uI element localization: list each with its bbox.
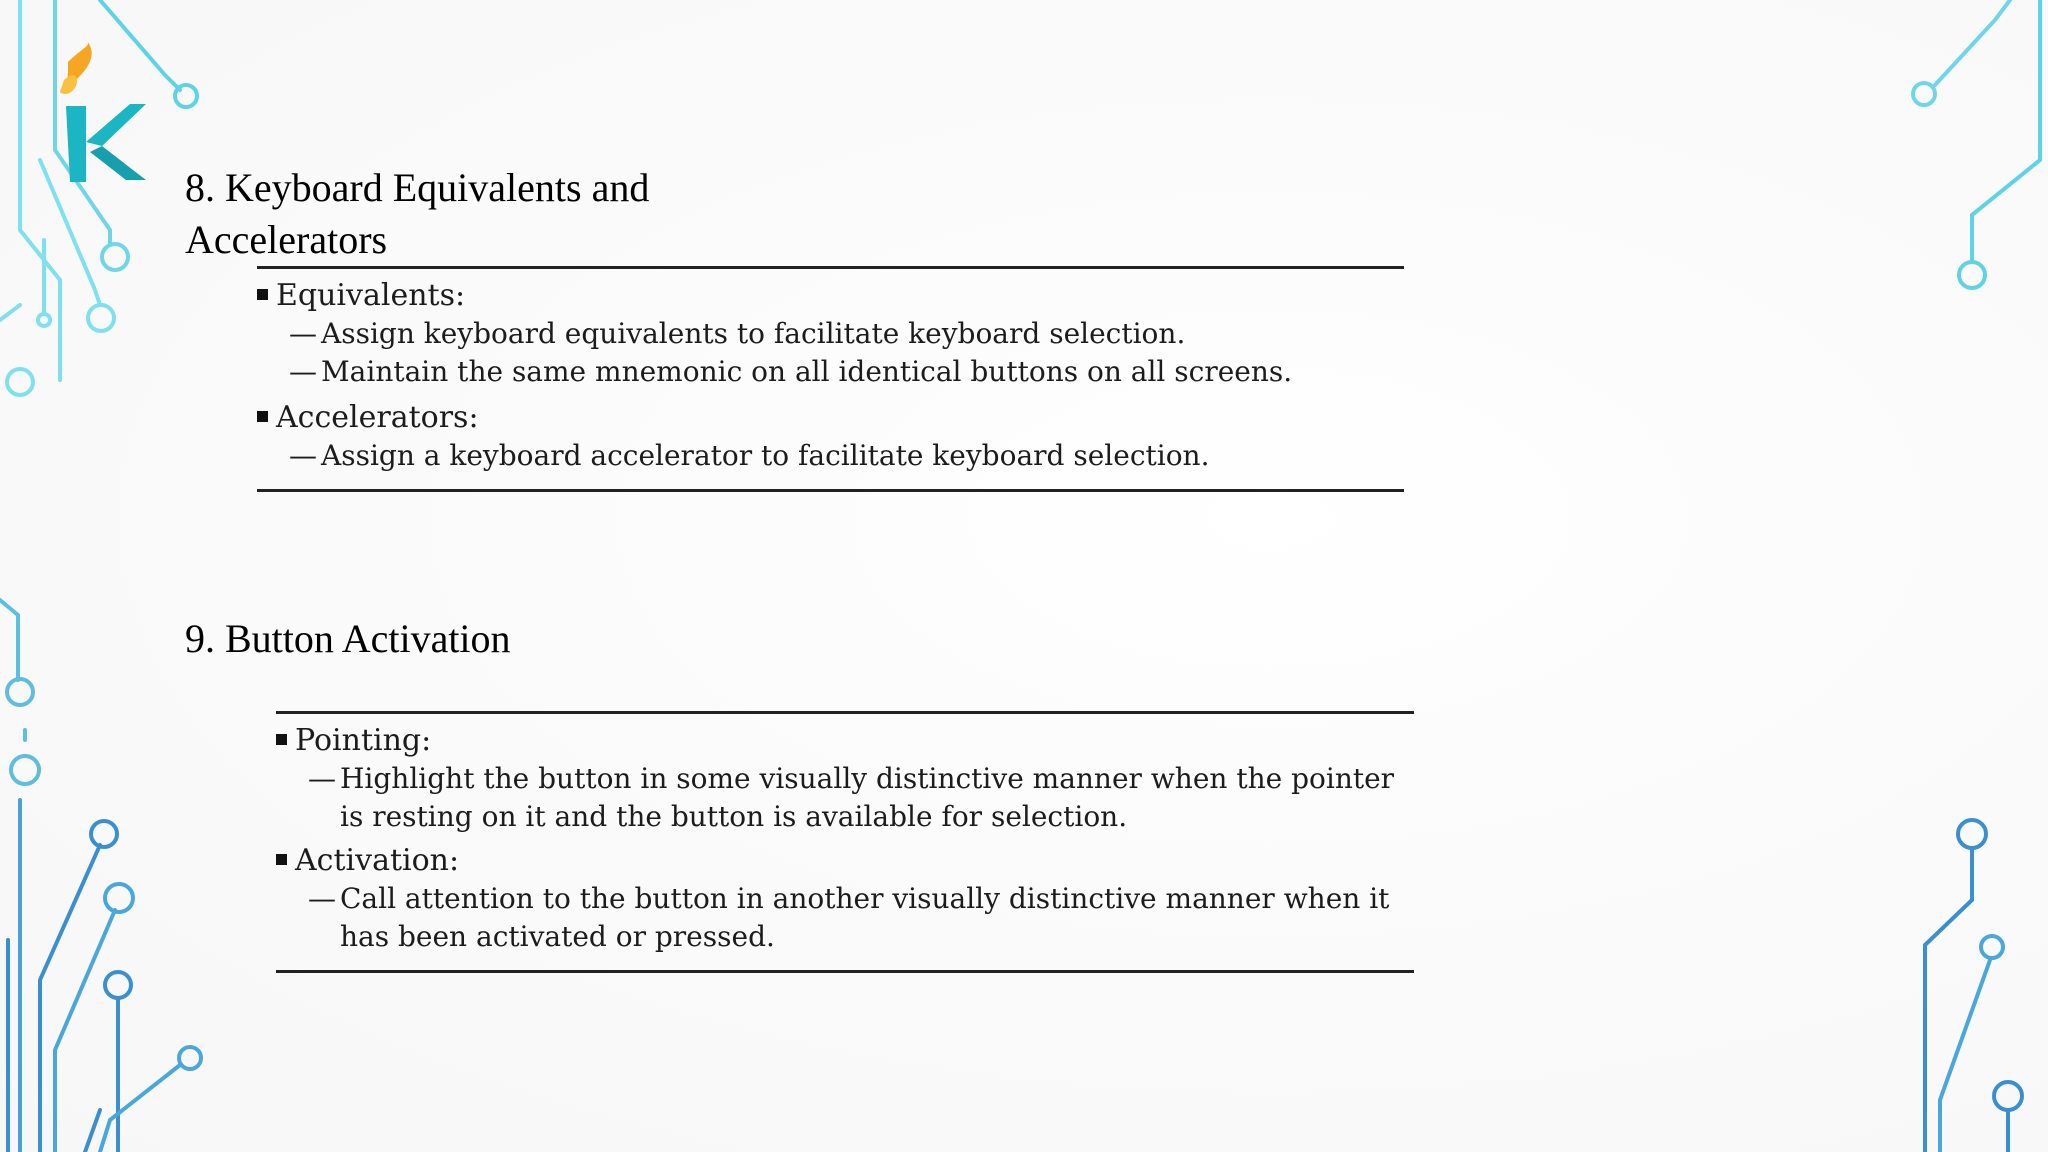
- square-bullet-icon: [257, 289, 268, 300]
- list-item: [257, 353, 1404, 391]
- dash-icon: —: [289, 439, 317, 472]
- dash-icon: —: [289, 355, 317, 388]
- list-item-text: Assign keyboard equivalents to facilitate keyboard selection.: [321, 317, 1186, 350]
- dash-icon: —: [308, 882, 336, 915]
- group-heading-label: Pointing:: [295, 723, 432, 758]
- group-heading-label: Equivalents:: [276, 278, 466, 313]
- dash-icon: —: [308, 762, 336, 795]
- keyboard-guidelines-box: [257, 266, 1404, 492]
- group-heading-label: Activation:: [295, 843, 460, 878]
- list-item-text: Assign a keyboard accelerator to facilitate keyboard selection.: [321, 439, 1210, 472]
- k-flame-logo: [50, 42, 150, 192]
- group-heading-accelerators: [257, 399, 1404, 437]
- button-activation-box: [276, 711, 1414, 973]
- group-heading-activation: [276, 842, 1414, 880]
- list-item: [257, 315, 1404, 353]
- list-item: [276, 880, 1414, 956]
- square-bullet-icon: [276, 854, 287, 865]
- square-bullet-icon: [276, 734, 287, 745]
- group-heading-pointing: [276, 722, 1414, 760]
- group-heading-label: Accelerators:: [276, 400, 479, 435]
- section-title-keyboard-equivalents: 8. Keyboard Equivalents and Accelerators: [185, 165, 650, 262]
- list-item-text: Call attention to the button in another visually distinctive manner when it has been activated or pressed.: [340, 882, 1390, 953]
- section-title-button-activation: 9. Button Activation: [185, 616, 511, 661]
- dash-icon: —: [289, 317, 317, 350]
- list-item-text: Highlight the button in some visually distinctive manner when the pointer is resting on it and the button is available for selection.: [340, 762, 1395, 833]
- group-heading-equivalents: [257, 277, 1404, 315]
- list-item-text: Maintain the same mnemonic on all identical buttons on all screens.: [321, 355, 1293, 388]
- square-bullet-icon: [257, 411, 268, 422]
- list-item: [257, 437, 1404, 475]
- list-item: [276, 760, 1414, 836]
